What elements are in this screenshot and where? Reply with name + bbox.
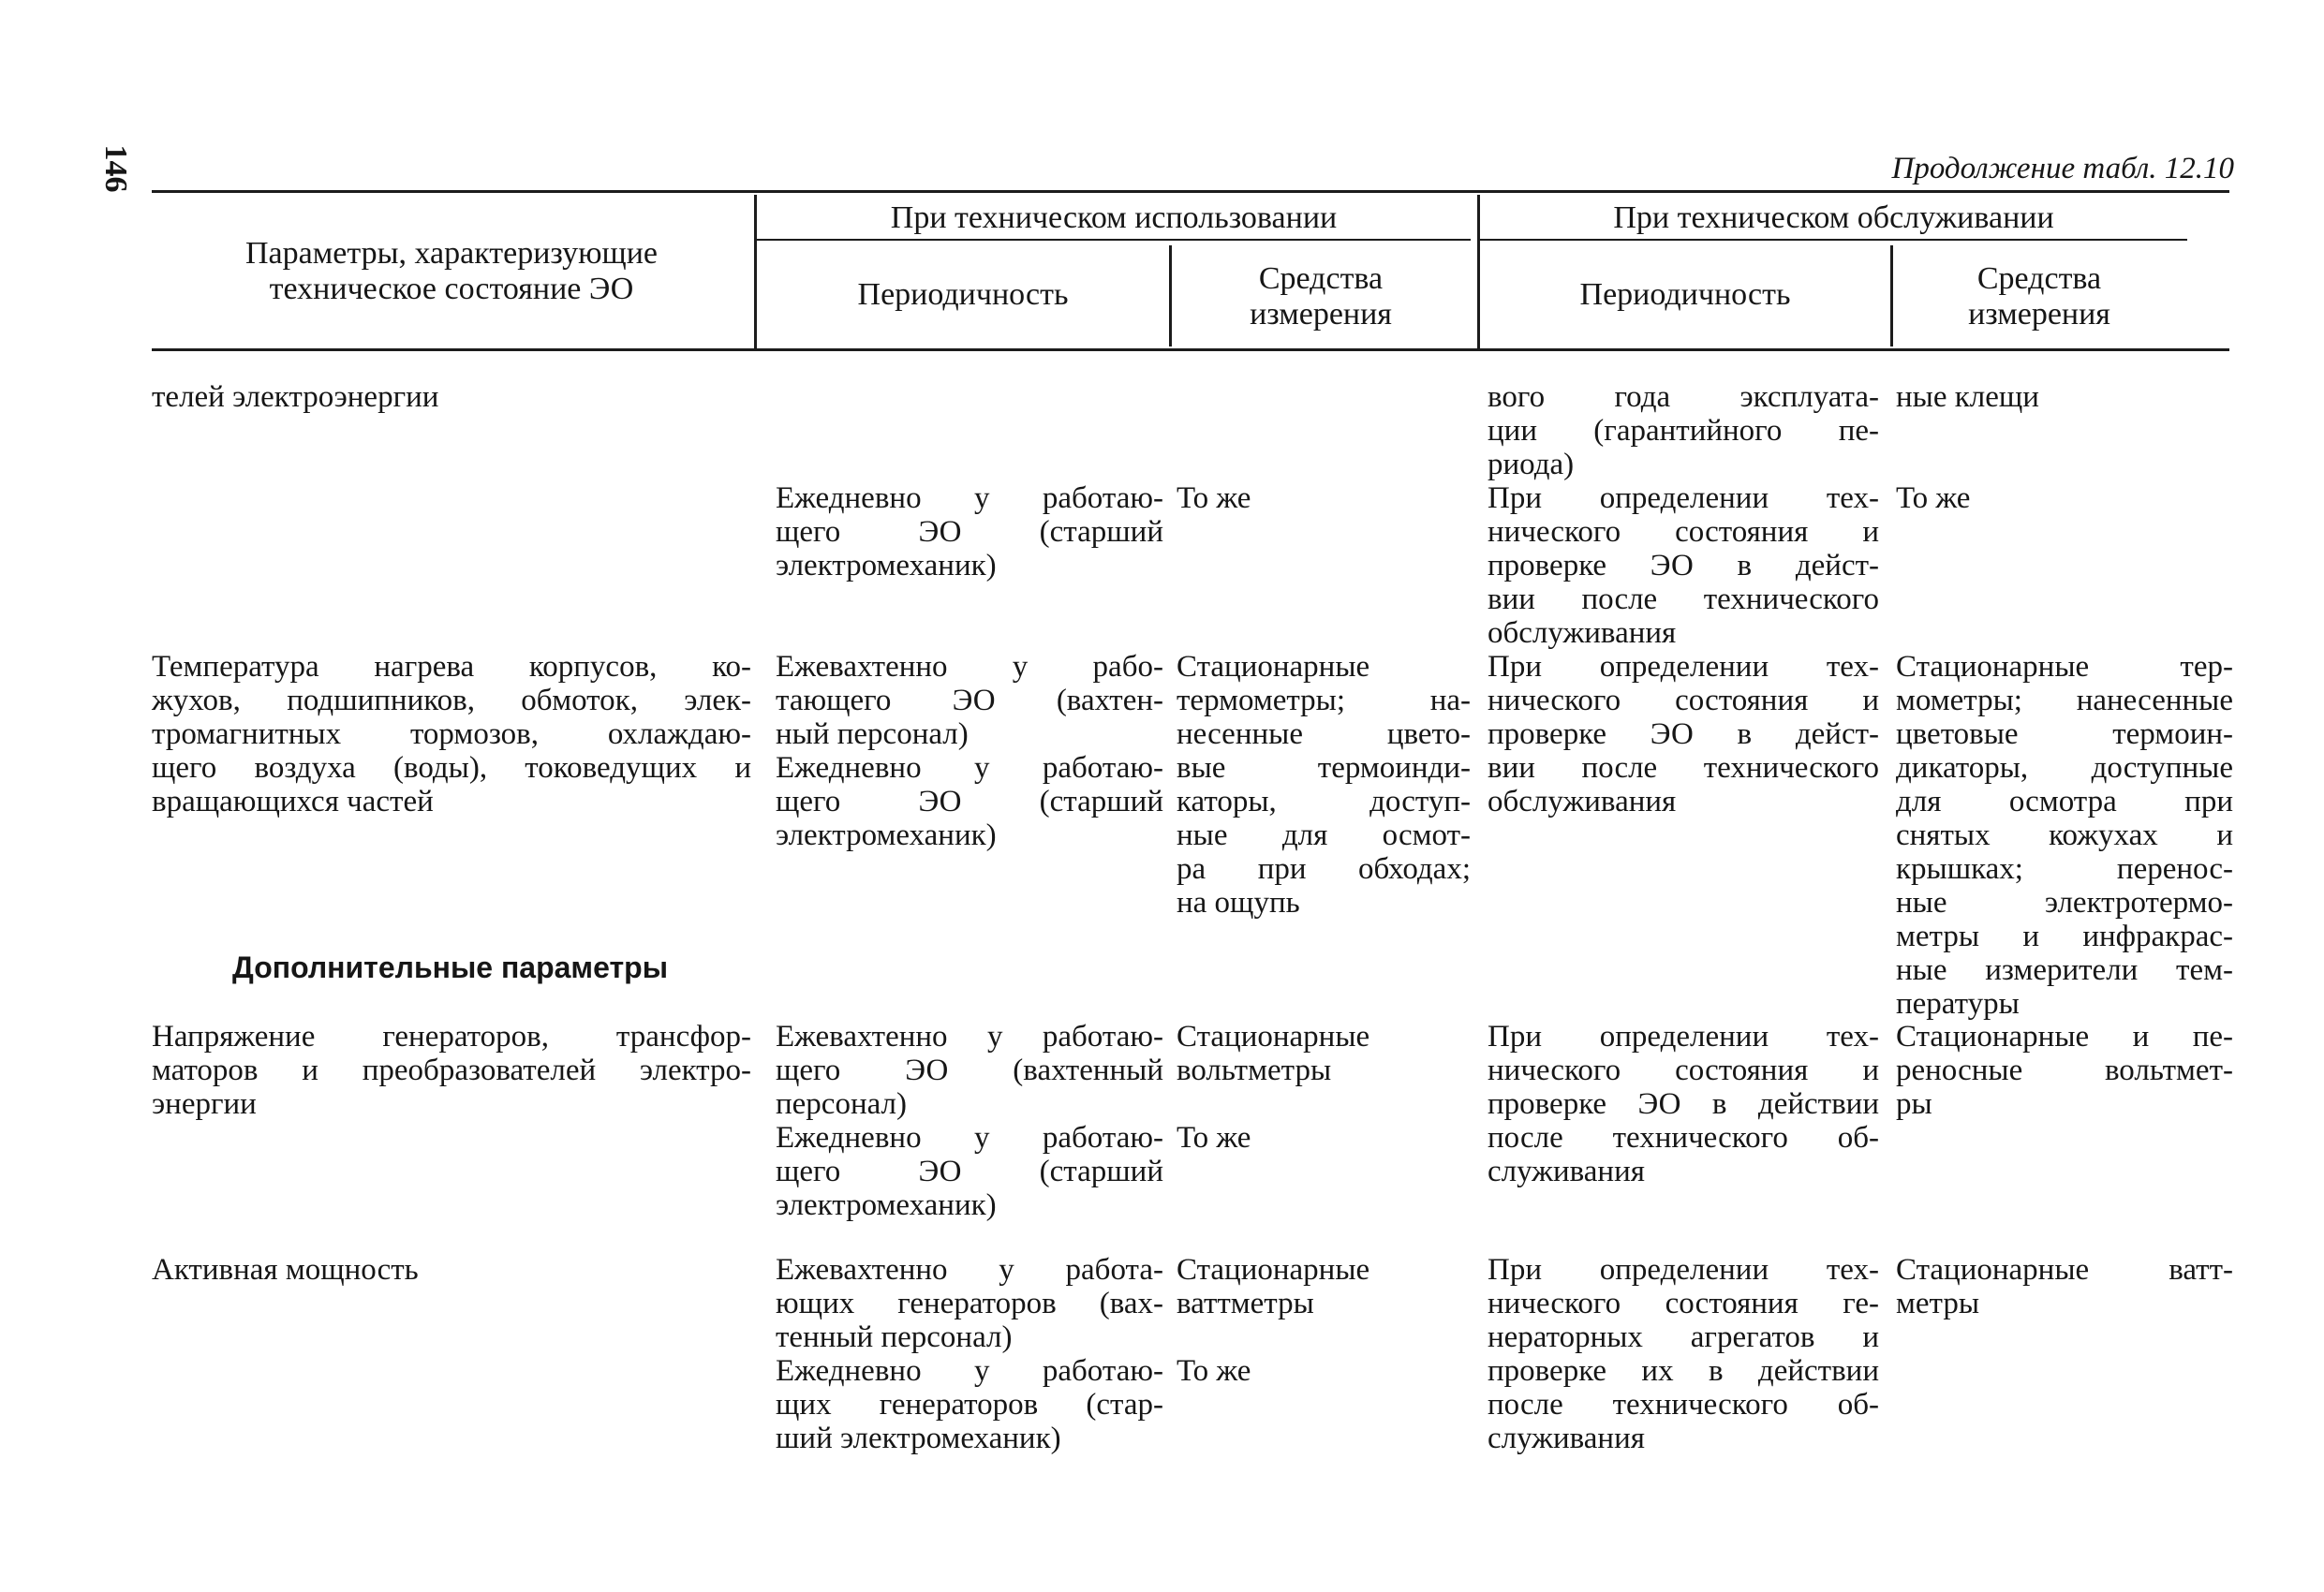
service-measurement-cell: Стационарные тер- мометры; нанесенные цветовые термоин- дикаторы, доступные для осмотра при снятых кожухах и крышках; перенос- ные электротермо- метры и инфракрас- ные измерители тем- пературы bbox=[1896, 650, 2233, 1021]
use-measurement-cell: То же bbox=[1177, 1121, 1251, 1155]
header-use-measurement: Средства измерения bbox=[1250, 261, 1392, 332]
param-cell: Температура нагрева корпусов, ко- жухов, подшипников, обмоток, элек- тромагнитных тормозов, охлаждаю- щего воздуха (воды), токоведущих и вращающихся частей bbox=[152, 650, 751, 818]
service-periodicity-cell: вого года эксплуата- ции (гарантийного пе- риода) bbox=[1488, 380, 1879, 481]
use-periodicity-cell: Ежедневно у работаю- щих генераторов (стар- ший электромеханик) bbox=[776, 1354, 1163, 1455]
param-cell: Напряжение генераторов, трансфор- маторов и преобразователей электро- энергии bbox=[152, 1020, 751, 1121]
header-group-service: При техническом обслуживании bbox=[1613, 200, 2054, 235]
header-use-periodicity: Периодичность bbox=[857, 277, 1069, 312]
use-measurement-cell: Стационарные ваттметры bbox=[1177, 1253, 1370, 1320]
header-param-column: Параметры, характеризующие техническое состояние ЭО bbox=[245, 236, 658, 306]
page-number: 146 bbox=[98, 144, 133, 193]
header-group-rule-service bbox=[1480, 239, 2187, 241]
service-measurement-cell: То же bbox=[1896, 481, 1971, 515]
service-periodicity-cell: При определении тех- нического состояния и проверке ЭО в дейст- вии после технического обслуживания bbox=[1488, 481, 1879, 650]
param-cell: Активная мощность bbox=[152, 1253, 419, 1287]
table-header-bottom-rule bbox=[152, 348, 2229, 351]
param-cell: телей электроэнергии bbox=[152, 380, 439, 414]
table-top-rule bbox=[152, 190, 2229, 193]
service-periodicity-cell: При определении тех- нического состояния ге- нераторных агрегатов и проверке их в действии после технического об- служивания bbox=[1488, 1253, 1879, 1455]
section-heading-additional-parameters: Дополнительные параметры bbox=[232, 951, 669, 984]
header-group-use: При техническом использовании bbox=[890, 200, 1338, 235]
use-measurement-cell: Стационарные вольтметры bbox=[1177, 1020, 1370, 1087]
service-measurement-cell: ные клещи bbox=[1896, 380, 2039, 414]
header-divider-service bbox=[1890, 245, 1893, 346]
service-periodicity-cell: При определении тех- нического состояния и проверке ЭО в дейст- вии после технического обслуживания bbox=[1488, 650, 1879, 818]
service-measurement-cell: Стационарные ватт- метры bbox=[1896, 1253, 2233, 1320]
header-service-periodicity: Периодичность bbox=[1579, 277, 1791, 312]
use-measurement-cell: То же bbox=[1177, 481, 1251, 515]
use-periodicity-cell: Ежевахтенно у работаю- щего ЭО (вахтенный персонал) bbox=[776, 1020, 1163, 1121]
header-group-rule-use bbox=[757, 239, 1471, 241]
header-divider-use bbox=[1169, 245, 1172, 346]
service-periodicity-cell: При определении тех- нического состояния и проверке ЭО в действии после технического об- служивания bbox=[1488, 1020, 1879, 1188]
use-periodicity-cell: Ежедневно у работаю- щего ЭО (старший электромеханик) bbox=[776, 1121, 1163, 1222]
header-service-measurement: Средства измерения bbox=[1968, 261, 2110, 332]
use-measurement-cell: То же bbox=[1177, 1354, 1251, 1388]
use-measurement-cell: Стационарные термометры; на- несенные цвето- вые термоинди- каторы, доступ- ные для осмот- ра при обходах; на ощупь bbox=[1177, 650, 1471, 920]
use-periodicity-cell: Ежевахтенно у рабо- тающего ЭО (вахтен- ный персонал) Ежедневно у работаю- щего ЭО (старший электромеханик) bbox=[776, 650, 1163, 852]
use-periodicity-cell: Ежевахтенно у работа- ющих генераторов (вах- тенный персонал) bbox=[776, 1253, 1163, 1354]
table-continuation-caption: Продолжение табл. 12.10 bbox=[1891, 152, 2234, 185]
use-periodicity-cell: Ежедневно у работаю- щего ЭО (старший электромеханик) bbox=[776, 481, 1163, 582]
service-measurement-cell: Стационарные и пе- реносные вольтмет- ры bbox=[1896, 1020, 2233, 1121]
